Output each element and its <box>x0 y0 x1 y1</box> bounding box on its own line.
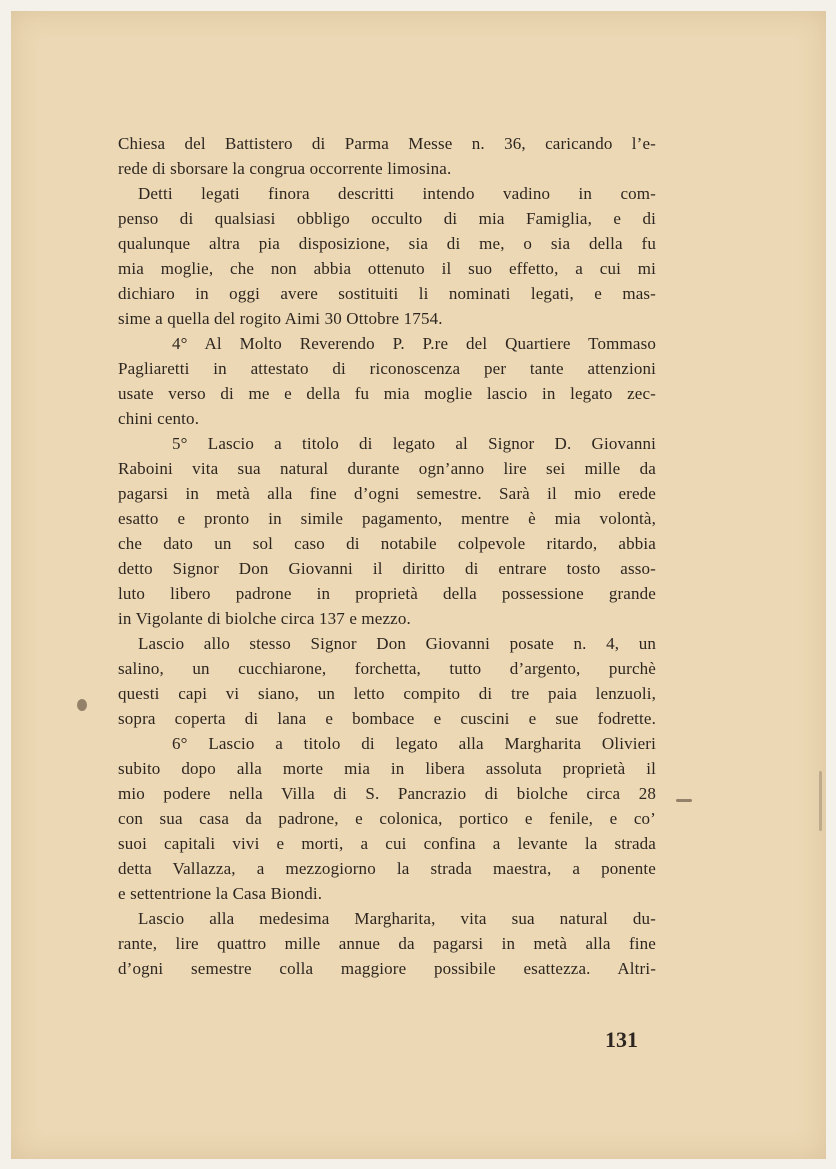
text-line: Chiesa del Battistero di Parma Messe n. 36, caricando l’e- <box>118 134 656 153</box>
text-line: Pagliaretti in attestato di riconoscenza per tante attenzioni <box>118 359 656 378</box>
text-line: suoi capitali vivi e morti, a cui confina a levante la strada <box>118 834 656 853</box>
ink-smudge <box>77 699 87 711</box>
text-line: pagarsi in metà alla fine d’ogni semestre. Sarà il mio erede <box>118 484 656 503</box>
text-line: Lascio alla medesima Margharita, vita sua natural du- <box>138 909 656 928</box>
text-line: detto Signor Don Giovanni il diritto di entrare tosto asso- <box>118 559 656 578</box>
text-line: con sua casa da padrone, e colonica, portico e fenile, e co’ <box>118 809 656 828</box>
text-line: rante, lire quattro mille annue da pagarsi in metà alla fine <box>118 934 656 953</box>
page-number: 131 <box>605 1027 638 1052</box>
text-line: in Vigolante di biolche circa 137 e mezzo. <box>118 609 411 628</box>
text-line: luto libero padrone in proprietà della possessione grande <box>118 584 656 603</box>
text-line: usate verso di me e della fu mia moglie lascio in legato zec- <box>118 384 656 403</box>
text-line: questi capi vi siano, un letto compito di tre paia lenzuoli, <box>118 684 656 703</box>
document-page <box>11 11 826 1159</box>
text-line: Detti legati finora descritti intendo vadino in com- <box>138 184 656 203</box>
text-line: rede di sborsare la congrua occorrente limosina. <box>118 159 452 178</box>
text-line: salino, un cucchiarone, forchetta, tutto d’argento, purchè <box>118 659 656 678</box>
text-line: 4° Al Molto Reverendo P. P.re del Quartiere Tommaso <box>172 334 656 353</box>
text-line: e settentrione la Casa Biondi. <box>118 884 323 903</box>
text-line: 5° Lascio a titolo di legato al Signor D. Giovanni <box>172 434 656 453</box>
ink-smudge <box>676 799 692 802</box>
text-line: esatto e pronto in simile pagamento, mentre è mia volontà, <box>118 509 656 528</box>
text-line: sime a quella del rogito Aimi 30 Ottobre 1754. <box>118 309 443 328</box>
text-line: che dato un sol caso di notabile colpevole ritardo, abbia <box>118 534 656 553</box>
text-line: mio podere nella Villa di S. Pancrazio di biolche circa 28 <box>118 784 656 803</box>
text-line: Lascio allo stesso Signor Don Giovanni posate n. 4, un <box>138 634 656 653</box>
text-line: qualunque altra pia disposizione, sia di me, o sia della fu <box>118 234 656 253</box>
text-line: d’ogni semestre colla maggiore possibile esattezza. Altri- <box>118 959 656 978</box>
text-line: subito dopo alla morte mia in libera assoluta proprietà il <box>118 759 656 778</box>
text-line: detta Vallazza, a mezzogiorno la strada maestra, a ponente <box>118 859 656 878</box>
page-fold-mark <box>819 771 822 831</box>
body-text <box>118 131 656 981</box>
text-line: chini cento. <box>118 409 200 428</box>
text-line: Raboini vita sua natural durante ogn’anno lire sei mille da <box>118 459 656 478</box>
text-line: 6° Lascio a titolo di legato alla Margharita Olivieri <box>172 734 656 753</box>
text-line: penso di qualsiasi obbligo occulto di mia Famiglia, e di <box>118 209 656 228</box>
text-line: dichiaro in oggi avere sostituiti li nominati legati, e mas- <box>118 284 656 303</box>
text-line: sopra coperta di lana e bombace e cuscini e sue fodrette. <box>118 709 656 728</box>
text-line: mia moglie, che non abbia ottenuto il suo effetto, a cui mi <box>118 259 656 278</box>
